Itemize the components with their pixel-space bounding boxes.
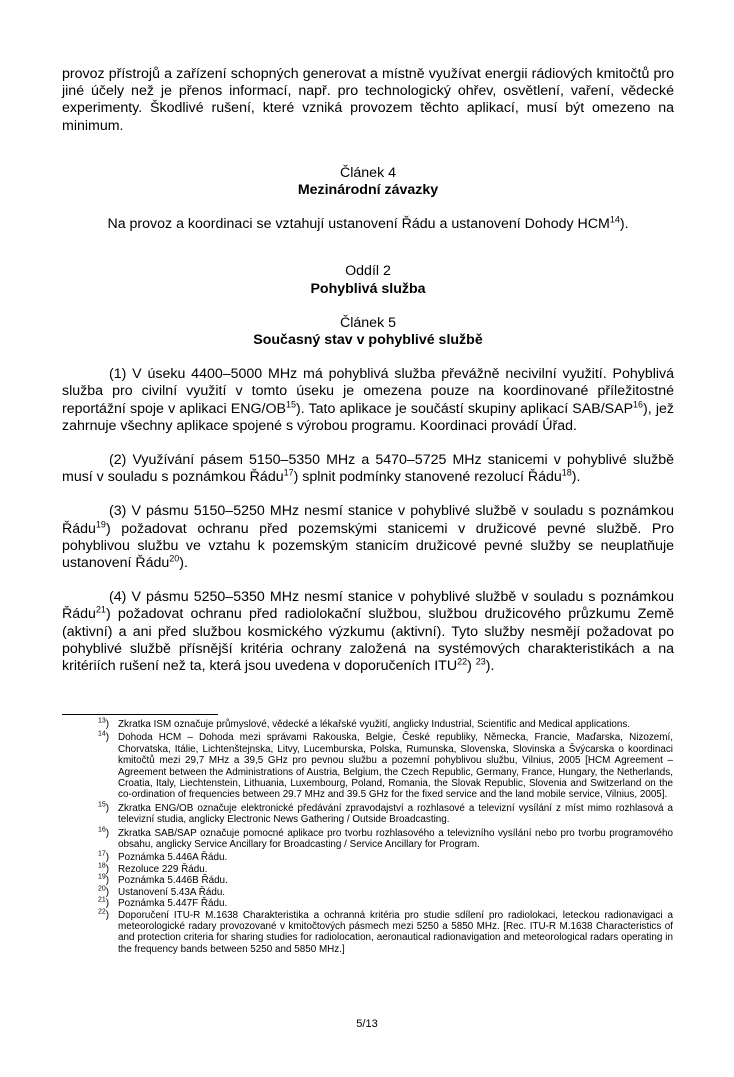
paragraph-text: (2) Využívání pásem 5150–5350 MHz a 5470–5725 MHz stanicemi v pohyblivé službě musí v souladu s poznámkou Řádu [62,452,674,486]
footnote-mark: $^{20}$) [98,885,110,898]
footnote-number: 18 [98,862,106,870]
footnote-text: Poznámka 5.446B Řádu. [118,875,228,887]
page-number: 5/13 [356,1018,378,1030]
paragraph-text: ). [571,469,581,486]
footnote-17 [98,852,673,863]
footnote-mark: $^{15}$) [98,801,110,814]
paragraph-text: (4) V pásmu 5250–5350 MHz nesmí stanice v pohyblivé službě v souladu s poznámkou Řádu [62,589,674,623]
footnote-ref-20: 20 [169,553,180,564]
paragraph-text: ), jež zahrnuje všechny aplikace spojené s výrobou programu. Koordinaci provádí Úřad. [62,400,674,434]
article-4-number: Článek 4 [340,164,396,181]
footnote-text: Rezoluce 229 Řádu. [118,863,208,875]
footnote-number: 17 [98,851,106,859]
footnote-16 [98,828,673,851]
footnote-20 [98,887,673,898]
footnote-number: 21 [98,896,106,904]
footnote-mark: $^{18}$) [98,862,110,875]
footnote-text: Zkratka ISM označuje průmyslové, vědecké a lékařské využití, anglicky Industrial, Scientific and Medical applications. [118,719,631,730]
footnote-text: Ustanovení 5.43A Řádu. [118,886,226,898]
paragraph-text: ) požadovat ochranu před radiolokační službou, službou družicového průzkumu Země (aktivní) a ani před službou kosmického výzkumu (aktivní). Tyto služby nesmějí požadovat po pohyblivé službě přísnější kritéria ochrany založená na systémových charakteristikách a na kritériích rušení než ta, která jsou uvedena v doporučeních ITU [62,606,674,675]
paragraph-text: (3) V pásmu 5150–5250 MHz nesmí stanice v pohyblivé službě v souladu s poznámkou Řádu [62,503,674,537]
paragraph-text: ). Tato aplikace je součástí skupiny aplikací SAB/SAP [295,400,634,417]
footnote-number: 19 [98,873,106,881]
article-5-title: Současný stav v pohyblivé službě [253,332,483,349]
footnote-text: Zkratka ENG/OB označuje elektronické předávání zpravodajství a rozhlasové a televizní vysílání z míst mimo rozhlasová a televizní studia, anglicky Electronic News Gathering / Outside Broadcasting. [118,802,673,826]
section-2-title: Pohyblivá služba [310,280,426,297]
footnote-mark: $^{13}$) [98,717,110,730]
article-5-paragraph-2 [62,452,674,486]
article-4-text-tail: ). [619,216,629,233]
article-4-text-body: Na provoz a koordinaci se vztahují ustanovení Řádu a ustanovení Dohody HCM [107,216,610,233]
footnote-ref-19: 19 [95,518,106,529]
footnote-14 [98,732,673,800]
footnote-ref-14: 14 [609,214,620,225]
footnote-ref-17: 17 [283,467,294,478]
article-5-paragraph-3 [62,503,674,572]
article-4-text [62,216,674,233]
paragraph-text: ) splnit podmínky stanovené rezolucí Řádu [293,469,562,486]
footnote-ref-21: 21 [95,604,106,615]
footnote-ref-18: 18 [561,467,572,478]
footnote-text: Zkratka SAB/SAP označuje pomocné aplikace pro tvorbu rozhlasového a televizního vysílání nebo pro tvorbu programového obsahu, anglicky Service Ancillary for Broadcasting / Service Ancillary for Program. [118,827,673,851]
footnote-21 [98,898,673,909]
footnote-separator [62,714,218,715]
footnote-number: 22 [98,908,106,916]
footnote-15 [98,803,673,826]
footnote-mark: $^{22}$) [98,908,110,921]
paragraph-text: ) [467,658,476,675]
footnotes [98,719,673,957]
article-5-paragraph-1 [62,366,674,435]
footnote-mark: $^{14}$) [98,731,110,744]
page-body [62,66,674,675]
footnote-text: Dohoda HCM – Dohoda mezi správami Rakouska, Belgie, České republiky, Německa, Francie, Maďarska, Nizozemí, Chorvatska, Itálie, Lichtenštejnska, Litvy, Lucemburska, Polska, Rumunska, Slovenska, Slovinska a Švýcarska o koordinaci kmitočtů mezi 29,7 MHz a 39,5 GHz pro pevnou službu a pozemní pohyblivou službu, Vilnius, 2005 [HCM Agreement – Agreement between the Administrations of Austria, Belgium, the Czech Republic, Germany, France, Hungary, the Netherlands, Croatia, Italy, Liechtenstein, Lithuania, Luxembourg, Poland, Romania, the Slovak Republic, Slovenia and Switzerland on the co-ordination of frequencies between 29.7 MHz and 39.5 GHz for the fixed service and the land mobile service, Vilnius, 2005]. [118,732,673,801]
footnote-18 [98,864,673,875]
footnote-text: Poznámka 5.447F Řádu. [118,898,228,910]
paragraph-text: (1) V úseku 4400–5000 MHz má pohyblivá služba převážně necivilní využití. Pohyblivá služba pro civilní využití v tomto úseku je omezena pouze na koordinované příležitostné reportážní spoje v aplikaci ENG/OB [62,366,674,417]
footnote-number: 15 [98,801,106,809]
footnote-text: Doporučení ITU-R M.1638 Charakteristika a ochranná kritéria pro studie sdílení pro radiolokaci, leteckou radionavigaci a meteorologické radary provozované v kmitočtových pásmech mezi 5250 a 5850 MHz. [Rec. ITU-R M.1638 Characteristics of and protection criteria for sharing studies for radiolocation, aeronautical radionavigation and meteorological radars operating in the frequency bands between 5250 and 5850 MHz.] [118,909,673,955]
intro-paragraph: provoz přístrojů a zařízení schopných generovat a místně využívat energii rádiových kmitočtů pro jiné účely než je přenos informací, např. pro technologický ohřev, osvětlení, vaření, vědecké experimenty. Škodlivé rušení, které vzniká provozem těchto aplikací, musí být omezeno na minimum. [62,66,674,134]
paragraph-text: ). [485,658,495,675]
footnote-mark: $^{21}$) [98,896,110,910]
footnote-19 [98,875,673,886]
footnote-number: 20 [98,885,106,893]
footnote-number: 14 [98,731,106,739]
footnote-mark: $^{16}$) [98,826,110,839]
footnote-ref-15: 15 [285,398,296,409]
footnote-mark: $^{17}$) [98,851,110,864]
paragraph-text: ) požadovat ochranu před pozemskými stanicemi v družicové pevné službě. Pro pohyblivou službu ve vztahu k pozemským stanicím družicové pevné služby se neuplatňuje ustanovení Řádu [62,520,674,572]
footnote-number: 13 [98,717,106,725]
article-4-title: Mezinárodní závazky [297,182,439,199]
article-5-number: Článek 5 [340,314,396,331]
section-2-number: Oddíl 2 [345,263,391,280]
footnote-ref-23: 23 [475,656,486,667]
footnote-ref-22: 22 [457,656,468,667]
footnote-22 [98,910,673,956]
article-5-paragraph-4 [62,589,674,675]
paragraph-text: ). [179,555,188,572]
footnote-number: 16 [98,826,106,834]
footnote-ref-16: 16 [633,398,644,409]
footnote-text: Poznámka 5.446A Řádu. [118,852,228,864]
footnote-13 [98,719,673,730]
footnote-mark: $^{19}$) [98,873,110,887]
